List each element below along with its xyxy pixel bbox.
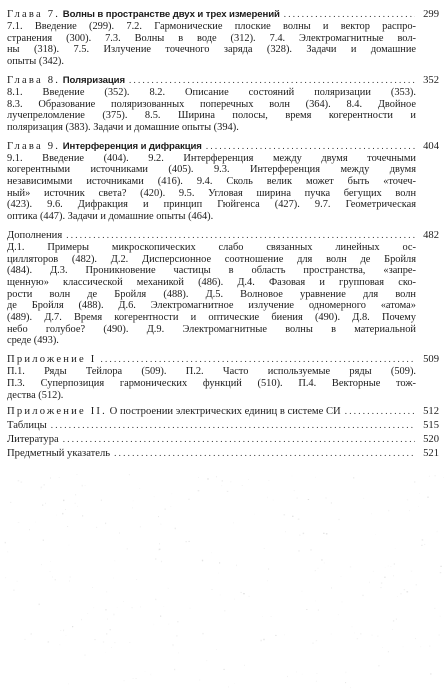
- contents-line: 9.1. Введение (404). 9.2. Интерференция между двумя точечными: [7, 152, 416, 164]
- chapter-contents: [7, 87, 416, 134]
- chapter-label: Глава 8.: [7, 74, 61, 86]
- contents-line: оптика (447). Задачи и домашние опыты (464).: [7, 211, 214, 223]
- chapter-label: Глава 7.: [7, 9, 61, 20]
- appendix-contents: [7, 366, 416, 401]
- contents-line: 7.1. Введение (299). 7.2. Гармонические плоские волны и вектор распро-: [7, 21, 416, 32]
- toc-entry-literature: [7, 433, 439, 446]
- page-number: 515: [423, 420, 439, 432]
- page-number: 521: [423, 448, 439, 460]
- contents-line: ны (318). 7.5. Излучение точечного заряда (328). Задачи и домашние: [7, 44, 416, 56]
- toc-heading: [7, 229, 439, 242]
- toc-entry-chapter-8: [7, 74, 439, 134]
- toc-entry-supplements: [7, 229, 439, 347]
- toc-entry-appendix-1: [7, 353, 439, 401]
- chapter-label: Глава 9.: [7, 140, 61, 152]
- contents-line: щенную» классической механикой (486). Д.4. Фазовая и групповая ско-: [7, 276, 416, 288]
- chapter-title: Волны в пространстве двух и трех измерений: [62, 9, 280, 20]
- contents-line: де Бройля (488). Д.6. Электромагнитное излучение одномерного «атома»: [7, 300, 416, 312]
- contents-line: поляризация (383). Задачи и домашние опыты (394).: [7, 121, 239, 133]
- dot-leader: [63, 433, 415, 446]
- toc-entry-appendix-2: [7, 405, 439, 418]
- toc-heading: [7, 433, 439, 446]
- page-number: 512: [423, 406, 439, 418]
- contents-line: странения (300). 7.3. Волны в воде (312). 7.4. Электромагнитные вол-: [7, 32, 416, 44]
- toc-heading: [7, 74, 439, 87]
- supplements-title: Дополнения: [7, 229, 63, 241]
- toc-entry-index: [7, 447, 439, 460]
- contents-line: Д.1. Примеры микроскопических слабо связанных линейных ос-: [7, 241, 416, 253]
- dot-leader: [114, 447, 415, 460]
- contents-line: опыты (342).: [7, 56, 64, 68]
- contents-line: цилляторов (482). Д.2. Дисперсионное соотношение для волн де Бройля: [7, 253, 416, 265]
- chapter-title: Поляризация: [62, 74, 125, 86]
- toc-heading: [7, 419, 439, 432]
- toc-heading: [7, 447, 439, 460]
- dot-leader: [51, 419, 415, 432]
- page-number: 482: [423, 229, 439, 241]
- page-number: 520: [423, 434, 439, 446]
- dot-leader: [206, 140, 415, 153]
- contents-line: когерентными источниками (405). 9.3. Интерференция между двумя: [7, 164, 416, 176]
- dot-leader: [100, 353, 415, 366]
- dot-leader: [66, 229, 415, 242]
- contents-line: лучепреломление (375). 8.5. Ширина полосы, время когерентности и: [7, 110, 416, 122]
- contents-line: (489). Д.7. Время когерентности и оптические биения (490). Д.8. Почему: [7, 312, 416, 324]
- appendix-label: Приложение I: [7, 354, 97, 366]
- contents-line: ный» источник света? (420). 9.5. Угловая ширина пучка бегущих волн: [7, 187, 416, 199]
- contents-line: 8.1. Введение (352). 8.2. Описание состояний поляризации (353).: [7, 86, 416, 98]
- dot-leader: [284, 8, 415, 21]
- tables-title: Таблицы: [7, 420, 47, 432]
- contents-line: среде (493).: [7, 335, 59, 347]
- chapter-title: Интерференция и дифракция: [62, 140, 202, 152]
- contents-line: (423). 9.6. Дифракция и принцип Гюйгенса (427). 9.7. Геометрическая: [7, 199, 416, 211]
- chapter-contents: [7, 21, 416, 68]
- contents-line: рости волн де Бройля (488). Д.5. Волновое уравнение для волн: [7, 288, 416, 300]
- toc-entry-tables: [7, 419, 439, 432]
- contents-line: небо голубое? (490). Д.9. Электромагнитные волны в материальной: [7, 323, 416, 335]
- contents-line: П.1. Ряды Тейлора (509). П.2. Часто используемые ряды (509).: [7, 366, 416, 378]
- contents-line: независимыми источниками (416). 9.4. Сколь велик может быть «точеч-: [7, 176, 416, 188]
- index-title: Предметный указатель: [7, 448, 111, 460]
- page-number: 299: [423, 9, 439, 20]
- literature-title: Литература: [7, 434, 59, 446]
- toc-heading: [7, 140, 439, 153]
- toc-entry-chapter-7: [7, 8, 439, 68]
- toc-heading: [7, 8, 439, 21]
- dot-leader: [345, 405, 415, 418]
- page-number: 352: [423, 74, 439, 86]
- toc-heading: [7, 405, 439, 418]
- toc-entry-chapter-9: [7, 140, 439, 223]
- contents-line: 8.3. Образование поляризованных поперечных волн (364). 8.4. Двойное: [7, 98, 416, 110]
- toc-heading: [7, 353, 439, 366]
- page-number: 404: [423, 140, 439, 152]
- page-number: 509: [423, 354, 439, 366]
- dot-leader: [129, 74, 415, 87]
- chapter-contents: [7, 153, 416, 223]
- contents-line: дества (512).: [7, 389, 64, 401]
- supplements-contents: [7, 242, 416, 347]
- contents-line: (484). Д.3. Проникновение частицы в область пространства, «запре-: [7, 265, 416, 277]
- contents-line: П.3. Суперпозиция гармонических функций (510). П.4. Векторные тож-: [7, 377, 416, 389]
- appendix-label: Приложение II.: [7, 406, 108, 418]
- appendix-title: О построении электрических единиц в системе СИ: [109, 406, 341, 418]
